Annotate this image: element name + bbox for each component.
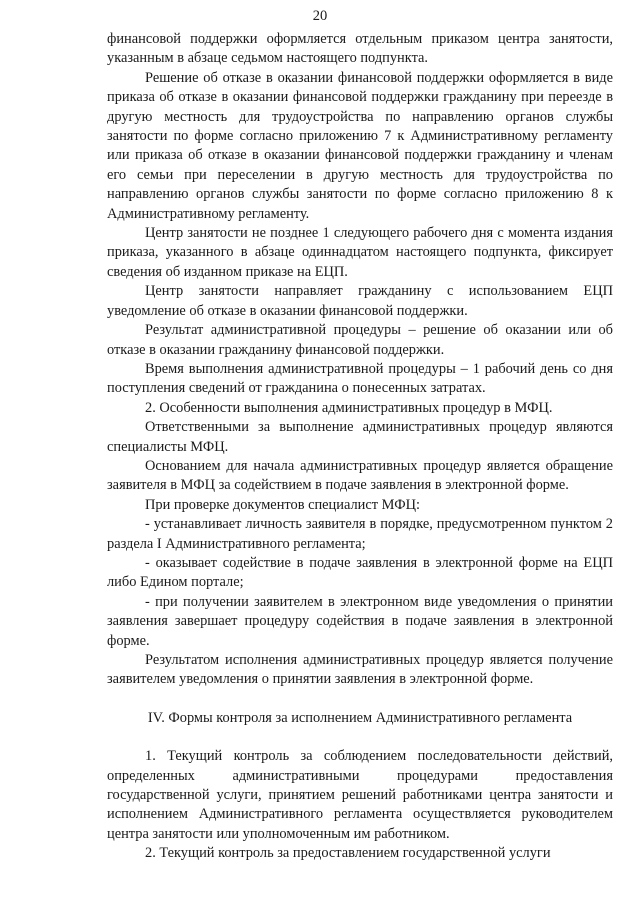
paragraph: Центр занятости направляет гражданину с использованием ЕЦП уведомление об отказе в оказании финансовой поддержки. <box>107 283 613 319</box>
paragraph: Результат административной процедуры – решение об оказании или об отказе в оказании гражданину финансовой поддержки. <box>107 322 613 358</box>
paragraph: Решение об отказе в оказании финансовой поддержки оформляется в виде приказа об отказе в оказании финансовой поддержки гражданину при переезде в другую местность для трудоустройства по направлению органов службы занятости по форме согласно приложению 7 к Административному регламенту или приказа об отказе в оказании финансовой поддержки гражданину и членам его семьи при переселении в другую местность для трудоустройства по направлению органов службы занятости по форме согласно приложению 8 к Административному регламенту. <box>107 69 613 222</box>
document-body <box>107 30 613 864</box>
list-item: - при получении заявителем в электронном виде уведомления о принятии заявления завершает процедуру содействия в подаче заявления в электронной форме. <box>107 593 613 649</box>
paragraph: Основанием для начала административных процедур является обращение заявителя в МФЦ за содействием в подаче заявления в электронной форме. <box>107 457 613 494</box>
paragraph: При проверке документов специалист МФЦ: <box>145 496 420 513</box>
paragraph: Результатом исполнения административных процедур является получение заявителем уведомления о принятии заявления в электронной форме. <box>107 652 613 688</box>
paragraph: Время выполнения административной процедуры – 1 рабочий день со дня поступления сведений от гражданина о понесенных затратах. <box>107 360 613 397</box>
paragraph: 2. Текущий контроль за предоставлением государственной услуги <box>145 845 551 862</box>
paragraph: 1. Текущий контроль за соблюдением последовательности действий, определенных административными процедурами предоставления государственной услуги, принятием решений работниками центра занятости и исполнением Административного регламента осуществляется руководителем центра занятости или уполномоченным им работником. <box>107 748 613 842</box>
paragraph: 2. Особенности выполнения административных процедур в МФЦ. <box>145 399 553 416</box>
paragraph: Ответственными за выполнение административных процедур являются специалисты МФЦ. <box>107 419 613 455</box>
paragraph: финансовой поддержки оформляется отдельным приказом центра занятости, указанным в абзаце седьмом настоящего подпункта. <box>107 31 613 67</box>
section-heading: IV. Формы контроля за исполнением Административного регламента <box>147 709 573 726</box>
list-item: - оказывает содействие в подаче заявления в электронной форме на ЕЦП либо Едином портале; <box>107 554 613 591</box>
list-item: - устанавливает личность заявителя в порядке, предусмотренном пунктом 2 раздела I Административного регламента; <box>107 516 613 552</box>
page-number: 20 <box>312 8 328 24</box>
paragraph: Центр занятости не позднее 1 следующего рабочего дня с момента издания приказа, указанного в абзаце одиннадцатом настоящего подпункта, фиксирует сведения об изданном приказе на ЕЦП. <box>107 225 613 280</box>
